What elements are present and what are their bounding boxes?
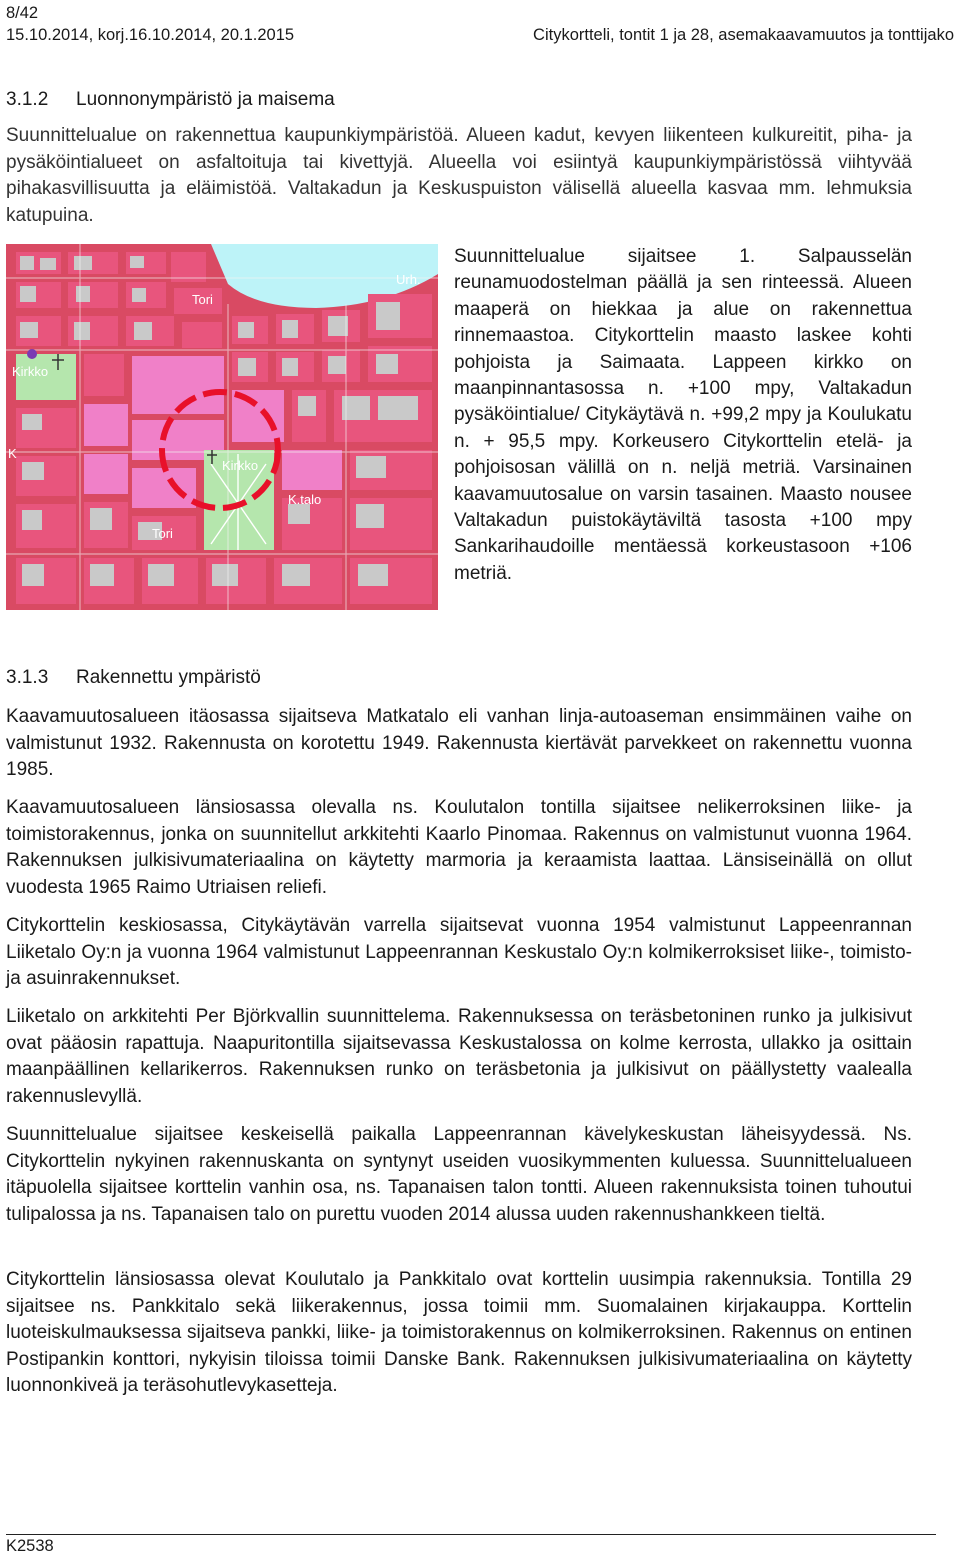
map-pink-area [84, 454, 128, 494]
document-title: Citykortteli, tontit 1 ja 28, asemakaavamuutos ja tonttijako [533, 26, 954, 44]
map-block [68, 282, 118, 308]
document-dates: 15.10.2014, korj.16.10.2014, 20.1.2015 [6, 26, 295, 44]
section-312-side-paragraph: Suunnittelualue sijaitsee 1. Salpausselän reunamuodostelman päällä ja sen rinteessä. Alueen maaperä on hiekkaa ja alue on rakennettua rinnemaastoa. Citykorttelin maasto laskee kohti pohjoista ja Saimaata. Lappeen kirkko on maanpinnantasossa n. +100 mpy, Valtakadun pysäköintialue/ Citykäytävä n. +99,2 mpy ja Koulukatu n. + 95,5 mpy. Korkeusero Citykorttelin etelä- ja pohjoisosan välillä on n. neljä metriä. Varsinainen kaavamuutosalue on varsin tasainen. Maasto nousee Valtakadun puistokäytäviltä tasosta +100 mpy Sankarihaudoille mentäessä korkeustasoon +106 metriä. [454, 246, 912, 584]
page-number: 8/42 [6, 4, 39, 22]
map-label-ktalo: K.talo [288, 492, 322, 507]
map-pink-area [132, 468, 196, 508]
map-label-k-left: K [8, 446, 17, 461]
map-pink-area [132, 356, 224, 414]
map-label-tori-bottom: Tori [152, 526, 173, 541]
section-313-paragraph-3: Citykorttelin keskiosassa, Citykäytävän varrella sijaitsevat vuonna 1954 valmistunut Lappeenrannan Liiketalo Oy:n ja vuonna 1964 valmistunut Lappeenrannan Keskustalo Oy:n kolmikerroksiset liike-, toimisto- ja asuinrakennukset. [6, 915, 912, 989]
page-header [6, 2, 294, 46]
map-poi-marker [27, 349, 37, 359]
map-block [84, 354, 124, 396]
map-label-kirkko-left: Kirkko [12, 364, 49, 379]
map-pink-area [282, 450, 342, 490]
section-313-paragraph-2: Kaavamuutosalueen länsiosassa olevalla ns. Koulutalon tontilla sijaitsee nelikerroksinen liike- ja toimistorakennus, jonka on suunnitellut arkkitehti Kaarlo Pinomaa. Rakennus on valmistunut vuonna 1964. Rakennuksen julkisivumateriaalina on käytetty marmoria ja keraamista laattaa. Länsiseinällä on ollut vuodesta 1965 Raimo Utriaisen reliefi. [6, 797, 912, 898]
section-313-paragraph-4: Liiketalo on arkkitehti Per Björkvallin suunnittelema. Rakennuksessa on teräsbetoninen runko ja julkisivut ovat pääosin rapattuja. Naapuritontilla sijaitsevassa Keskustalossa on kolme kerrosta, ullakko ja osittain maanpäällinen kellarikerros. Rakennuksen runko on teräsbetonia ja julkisivut on päällystetty vaalealla rakennuslevyllä. [6, 1006, 912, 1107]
section-313-paragraph-5: Suunnittelualue sijaitsee keskeisellä paikalla Lappeenrannan kävelykeskustan läheisyydessä. Ns. Citykorttelin nykyinen rakennuskanta on syntynyt useiden vuosikymmenten kuluessa. Suunnittelualueen itäpuolella sijaitsee korttelin vanhin osa, ns. Tapanaisen talon tontti. Alueen rakennuksista toinen tuhoutui tulipalossa ja ns. Tapanaisen talo on purettu vuoden 2014 alussa uuden rakennushankkeen tieltä. [6, 1124, 912, 1225]
map-label-urh: Urh. [396, 272, 421, 287]
map-pink-area [84, 404, 128, 446]
section-313-heading [6, 666, 261, 690]
map-label-kirkko-center: Kirkko [222, 458, 259, 473]
section-title: Rakennettu ympäristö [76, 667, 261, 688]
location-map [6, 244, 438, 610]
section-313-paragraph-6: Citykorttelin länsiosassa olevat Koulutalo ja Pankkitalo ovat korttelin uusimpia rakennuksia. Tontilla 29 sijaitsee ns. Pankkitalo sekä liikerakennus, jossa toimii mm. Suomalainen kirjakauppa. Korttelin luoteiskulmauksessa sijaitseva pankki, liike- ja toimistorakennus on kolmikerroksinen. Rakennus on entinen Postipankin konttori, nykyisin tiloissa toimii Danske Bank. Rakennuksen julkisivumateriaalina on käytetty luonnonkiveä ja teräsohutlevykasetteja. [6, 1269, 912, 1396]
section-312-paragraph: Suunnittelualue on rakennettua kaupunkiympäristöä. Alueen kadut, kevyen liikenteen kulkureitit, piha- ja pysäköintialueet on asfaltoituja tai kivettyjä. Alueella voi esiintyä kaupunkiympäristössä viihtyvää pihakasvillisuutta ja eläimistöä. Valtakadun ja Keskuspuiston välisellä alueella kasvaa mm. lehmuksia katupuina. [6, 125, 912, 226]
section-312-heading [6, 88, 335, 112]
section-number: 3.1.3 [6, 667, 49, 688]
section-number: 3.1.2 [6, 89, 49, 110]
footer-code: K2538 [6, 1537, 54, 1555]
map-svg [6, 244, 438, 610]
section-title: Luonnonympäristö ja maisema [76, 89, 335, 110]
map-block [182, 322, 222, 348]
footer-rule [6, 1534, 936, 1535]
map-label-tori-top: Tori [192, 292, 213, 307]
section-313-paragraph-1: Kaavamuutosalueen itäosassa sijaitseva Matkatalo eli vanhan linja-autoaseman ensimmäinen vaihe on valmistunut 1932. Rakennusta on korotettu 1949. Rakennusta kiertävät parvekkeet on rakennettu vuonna 1985. [6, 706, 912, 780]
